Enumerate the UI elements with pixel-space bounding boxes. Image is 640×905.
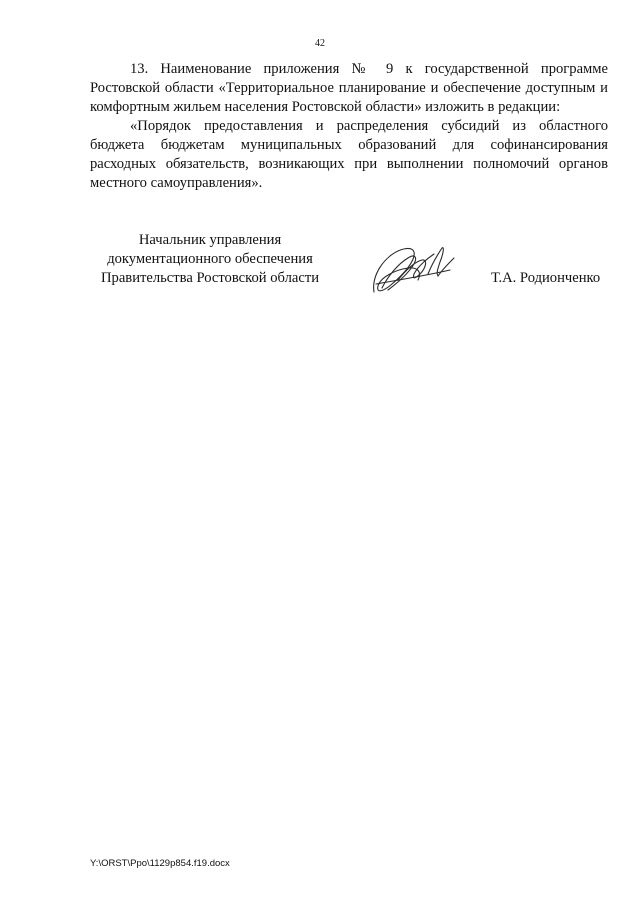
signer-name: Т.А. Родионченко	[491, 270, 601, 286]
signatory-title-line-1: Начальник управления	[138, 232, 282, 248]
signatory-title	[90, 231, 330, 288]
signatory-title-line-3: Правительства Ростовской области	[100, 270, 320, 286]
document-body	[90, 60, 608, 193]
signatory-title-line-2: документационного обеспечения	[107, 251, 313, 267]
handwritten-signature	[368, 240, 460, 298]
footer-file-path: Y:\ORST\Ppo\1129p854.f19.docx	[90, 858, 230, 869]
page-number: 42	[315, 38, 325, 49]
paragraph-item-13: 13. Наименование приложения № 9 к государственной программе Ростовской области «Территориальное планирование и обеспечение доступным и комфортным жильем населения Ростовской области» изложить в редакции:	[90, 61, 608, 115]
paragraph-procedure-title: «Порядок предоставления и распределения субсидий из областного бюджета бюджетам муниципальных образований для софинансирования расходных обязательств, возникающих при выполнении полномочий органов местного самоуправления».	[90, 118, 608, 191]
